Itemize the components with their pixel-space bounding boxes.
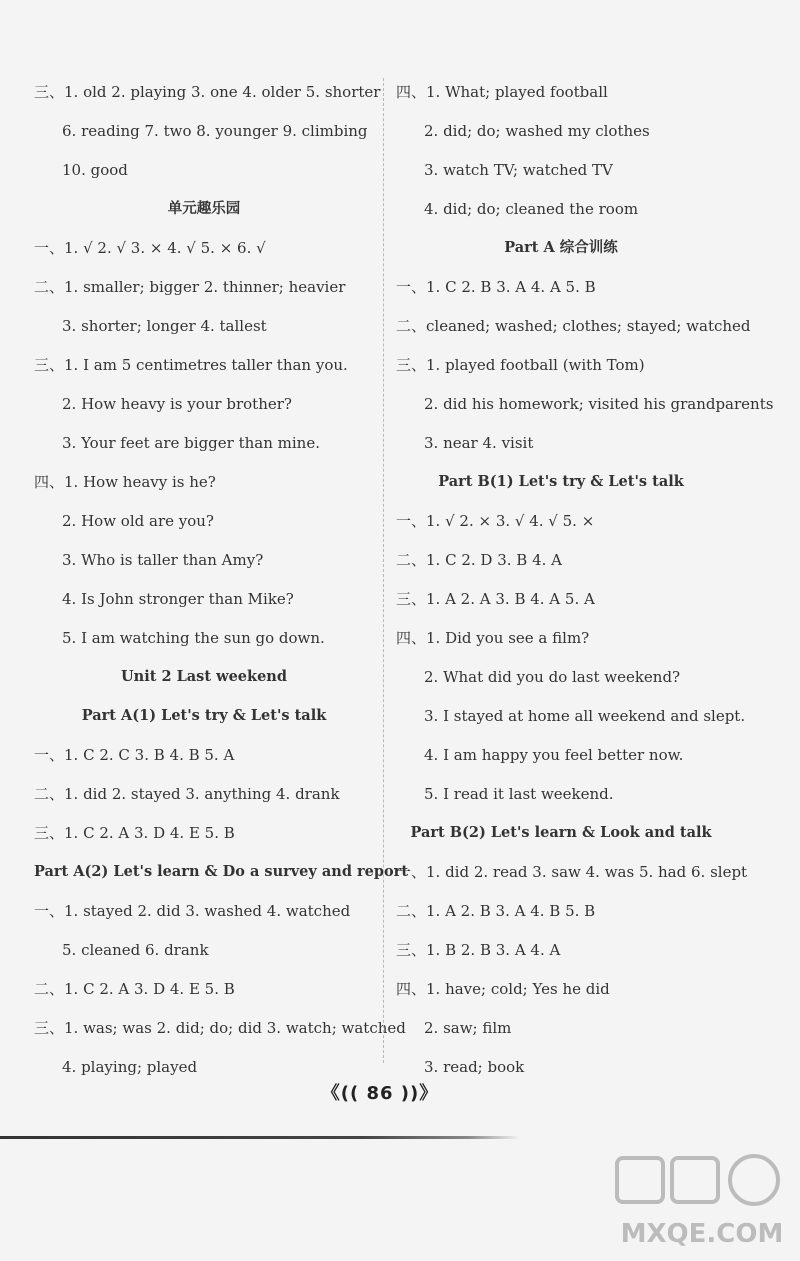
right-answer-line: 4. I am happy you feel better now. bbox=[424, 746, 684, 764]
left-answer-line: 二、1. did 2. stayed 3. anything 4. drank bbox=[34, 785, 340, 803]
right-answer-line: 三、1. A 2. A 3. B 4. A 5. A bbox=[396, 590, 595, 608]
right-answer-line: 2. saw; film bbox=[424, 1019, 512, 1037]
right-answer-line: 2. What did you do last weekend? bbox=[424, 668, 681, 686]
right-answer-line: 四、1. What; played football bbox=[396, 83, 608, 101]
right-answer-line: 二、1. A 2. B 3. A 4. B 5. B bbox=[396, 902, 596, 920]
left-answer-line: 一、1. C 2. C 3. B 4. B 5. A bbox=[34, 746, 235, 764]
left-section-heading: Unit 2 Last weekend bbox=[121, 668, 287, 685]
left-answer-line: 三、1. was; was 2. did; do; did 3. watch; watched bbox=[34, 1019, 406, 1037]
left-section-heading: Part A(1) Let's try & Let's talk bbox=[81, 707, 327, 724]
right-section-heading: Part A 综合训练 bbox=[504, 239, 618, 256]
left-column bbox=[34, 74, 409, 1088]
left-answer-line: 三、1. C 2. A 3. D 4. E 5. B bbox=[34, 824, 235, 842]
left-answer-line: 4. Is John stronger than Mike? bbox=[62, 590, 294, 608]
right-answer-line: 二、1. C 2. D 3. B 4. A bbox=[396, 551, 562, 569]
right-answer-line: 三、1. B 2. B 3. A 4. A bbox=[396, 941, 561, 959]
left-answer-line: 二、1. smaller; bigger 2. thinner; heavier bbox=[34, 278, 346, 296]
right-answer-line: 3. I stayed at home all weekend and slept. bbox=[424, 707, 746, 725]
right-section-heading: Part B(1) Let's try & Let's talk bbox=[438, 473, 684, 490]
right-answer-line: 一、1. C 2. B 3. A 4. A 5. B bbox=[396, 278, 596, 296]
left-answer-line: 5. I am watching the sun go down. bbox=[62, 629, 325, 647]
right-answer-line: 2. did; do; washed my clothes bbox=[424, 122, 650, 140]
left-answer-line: 10. good bbox=[62, 161, 128, 179]
left-answer-line: 一、1. stayed 2. did 3. washed 4. watched bbox=[34, 902, 351, 920]
watermark-logo bbox=[612, 1150, 792, 1255]
left-answer-line: 二、1. C 2. A 3. D 4. E 5. B bbox=[34, 980, 235, 998]
left-answer-line: 四、1. How heavy is he? bbox=[34, 473, 216, 491]
svg-text:MXQE.COM: MXQE.COM bbox=[620, 1219, 784, 1249]
left-section-heading: Part A(2) Let's learn & Do a survey and report bbox=[34, 863, 409, 880]
left-answer-line: 3. Who is taller than Amy? bbox=[62, 551, 264, 569]
left-answer-line: 一、1. √ 2. √ 3. × 4. √ 5. × 6. √ bbox=[34, 239, 266, 257]
right-answer-line: 二、cleaned; washed; clothes; stayed; watched bbox=[396, 317, 751, 335]
right-answer-line: 3. read; book bbox=[424, 1058, 525, 1076]
left-answer-line: 6. reading 7. two 8. younger 9. climbing bbox=[62, 122, 368, 140]
right-column bbox=[396, 74, 776, 1088]
right-answer-line: 2. did his homework; visited his grandparents bbox=[424, 395, 774, 413]
right-answer-line: 5. I read it last weekend. bbox=[424, 785, 614, 803]
left-answer-line: 3. shorter; longer 4. tallest bbox=[62, 317, 267, 335]
left-section-heading: 单元趣乐园 bbox=[167, 200, 241, 217]
left-answer-line: 2. How old are you? bbox=[62, 512, 214, 530]
page-number: 《(( 86 ))》 bbox=[321, 1083, 439, 1104]
left-answer-line: 5. cleaned 6. drank bbox=[62, 941, 209, 959]
right-answer-line: 4. did; do; cleaned the room bbox=[424, 200, 639, 218]
right-answer-line: 3. watch TV; watched TV bbox=[424, 161, 613, 179]
right-answer-line: 四、1. have; cold; Yes he did bbox=[396, 980, 610, 998]
right-answer-line: 三、1. played football (with Tom) bbox=[396, 356, 645, 374]
right-answer-line: 四、1. Did you see a film? bbox=[396, 629, 590, 647]
right-section-heading: Part B(2) Let's learn & Look and talk bbox=[410, 824, 712, 841]
left-answer-line: 3. Your feet are bigger than mine. bbox=[62, 434, 320, 452]
left-answer-line: 三、1. I am 5 centimetres taller than you. bbox=[34, 356, 348, 374]
bottom-rule bbox=[0, 1136, 520, 1139]
right-answer-line: 3. near 4. visit bbox=[424, 434, 534, 452]
left-answer-line: 2. How heavy is your brother? bbox=[62, 395, 292, 413]
left-answer-line: 4. playing; played bbox=[62, 1058, 198, 1076]
left-answer-line: 三、1. old 2. playing 3. one 4. older 5. shorter bbox=[34, 83, 381, 101]
column-divider bbox=[383, 78, 384, 1063]
right-answer-line: 一、1. did 2. read 3. saw 4. was 5. had 6. slept bbox=[396, 863, 748, 881]
right-answer-line: 一、1. √ 2. × 3. √ 4. √ 5. × bbox=[396, 512, 595, 530]
